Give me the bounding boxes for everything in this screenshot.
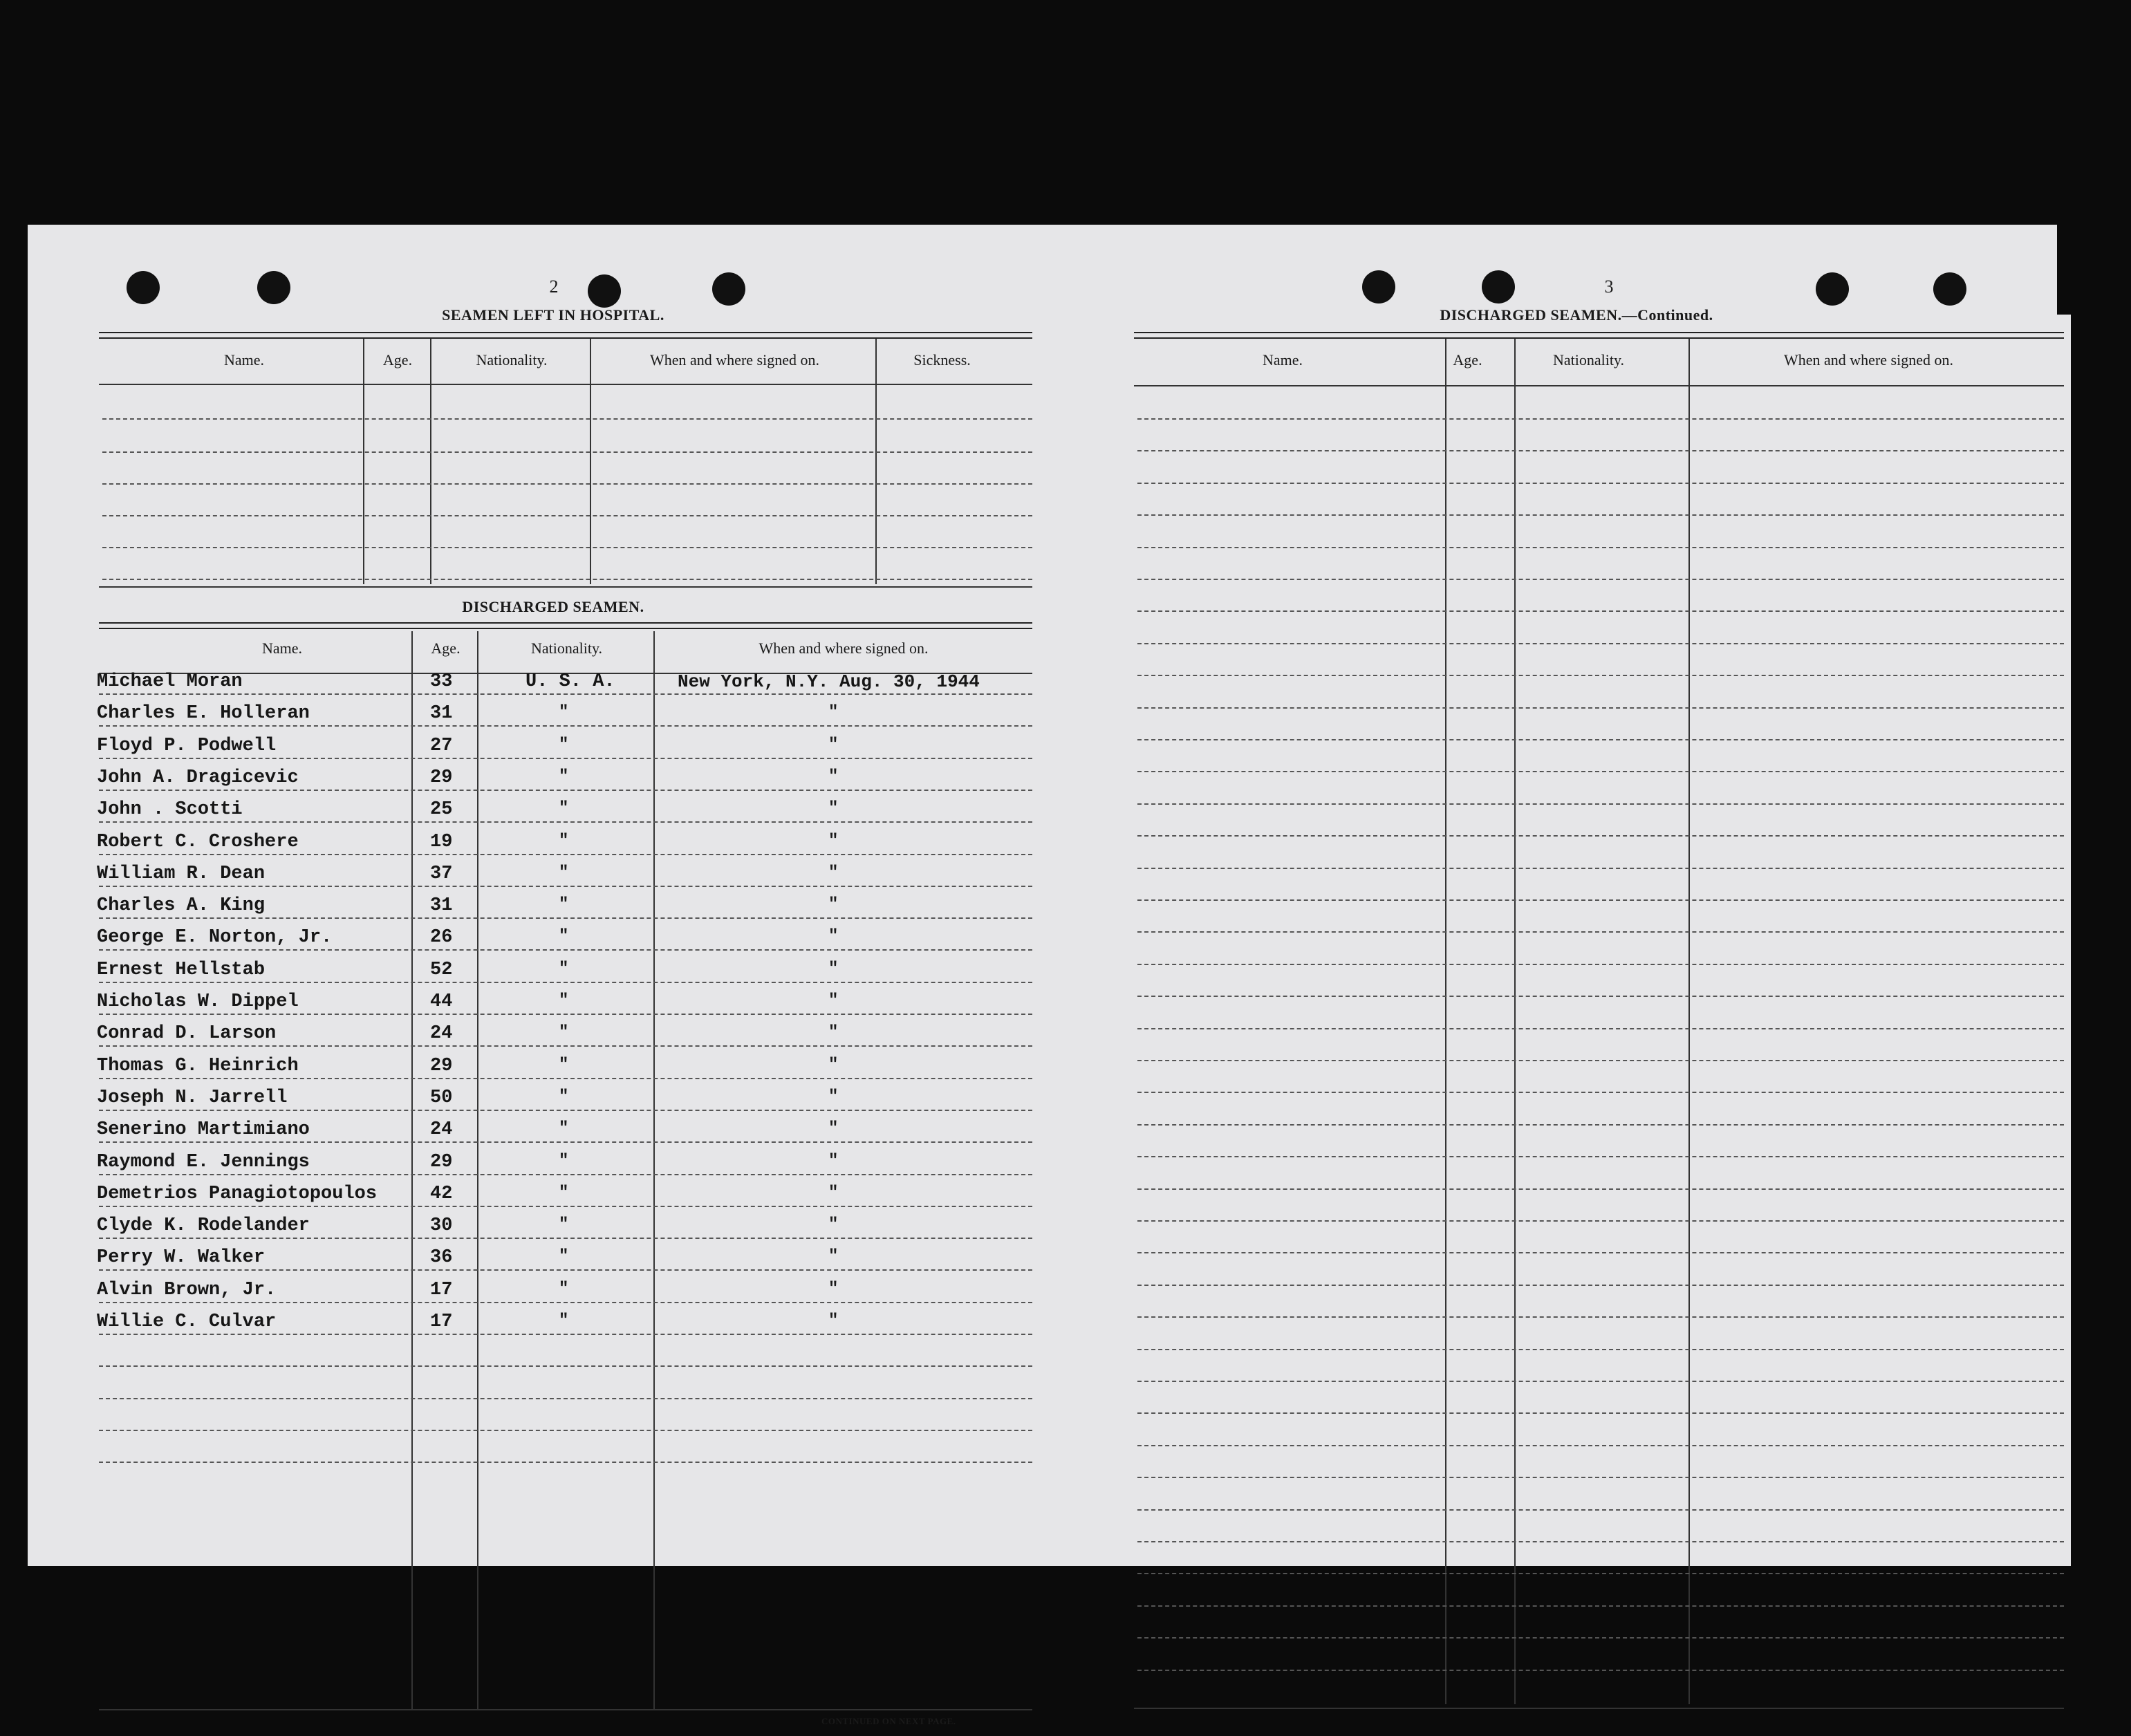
seaman-name: John A. Dragicevic — [97, 767, 299, 788]
seaman-age: 29 — [430, 767, 453, 788]
discharged-row-line — [99, 1206, 1032, 1207]
hospital-row-line — [102, 579, 1032, 580]
seaman-age: 31 — [430, 895, 453, 916]
right-row-line — [1137, 1060, 2064, 1061]
seaman-name: George E. Norton, Jr. — [97, 927, 333, 948]
ditto-mark: " — [559, 960, 569, 978]
binder-hole — [257, 271, 290, 304]
seaman-name: Charles A. King — [97, 895, 266, 916]
discharged-row-line — [99, 758, 1032, 759]
right-row-line — [1137, 1445, 2064, 1446]
ditto-mark: " — [559, 1215, 569, 1234]
seaman-name: Ernest Hellstab — [97, 960, 266, 980]
hospital-row-line — [102, 451, 1032, 453]
ditto-mark: " — [828, 1247, 839, 1266]
hospital-col-name: Name. — [223, 351, 265, 368]
right-row-line — [1137, 803, 2064, 805]
seaman-age: 27 — [430, 736, 453, 756]
seaman-name: Joseph N. Jarrell — [97, 1088, 288, 1108]
discharged-section-title: DISCHARGED SEAMEN. — [462, 598, 644, 615]
seaman-name: William R. Dean — [97, 864, 266, 884]
discharged-row-line — [99, 982, 1032, 983]
seaman-nationality: U. S. A. — [525, 671, 615, 692]
ditto-mark: " — [559, 1247, 569, 1266]
seaman-name: Alvin Brown, Jr. — [97, 1280, 277, 1300]
ditto-mark: " — [828, 832, 839, 850]
ditto-mark: " — [828, 1023, 839, 1042]
right-row-line — [1137, 1124, 2064, 1126]
page-number-left: 2 — [549, 277, 559, 297]
discharged-bottom-rule — [99, 1709, 1032, 1710]
seaman-age: 37 — [430, 864, 453, 884]
discharged-top-rule — [99, 622, 1032, 629]
ditto-mark: " — [559, 1184, 569, 1202]
hospital-header-rule — [99, 384, 1032, 385]
binder-hole — [1933, 272, 1966, 306]
right-row-line — [1137, 996, 2064, 997]
right-row-line — [1137, 1541, 2064, 1542]
right-row-line — [1137, 1028, 2064, 1029]
right-row-line — [1137, 418, 2064, 420]
discharged-col-divider — [653, 631, 655, 1710]
ditto-mark: " — [828, 1088, 839, 1106]
right-row-line — [1137, 643, 2064, 644]
seaman-age: 26 — [430, 927, 453, 948]
seaman-age: 24 — [430, 1023, 453, 1044]
ditto-mark: " — [828, 1119, 839, 1138]
seaman-age: 50 — [430, 1088, 453, 1108]
seaman-name: Raymond E. Jennings — [97, 1152, 310, 1173]
right-section-title: DISCHARGED SEAMEN.—Continued. — [1440, 306, 1713, 324]
ditto-mark: " — [828, 960, 839, 978]
ditto-mark: " — [559, 799, 569, 818]
discharged-row-line — [99, 1078, 1032, 1079]
ditto-mark: " — [559, 1056, 569, 1074]
hospital-bottom-rule — [99, 586, 1032, 588]
seaman-age: 42 — [430, 1184, 453, 1204]
discharged-row-line — [99, 1238, 1032, 1239]
ditto-mark: " — [559, 991, 569, 1010]
ditto-mark: " — [828, 1056, 839, 1074]
ditto-mark: " — [828, 1184, 839, 1202]
right-col-nationality: Nationality. — [1552, 351, 1625, 368]
hospital-top-rule — [99, 332, 1032, 339]
ditto-mark: " — [828, 703, 839, 722]
hospital-col-sickness: Sickness. — [913, 351, 971, 368]
ditto-mark: " — [828, 1280, 839, 1298]
ditto-mark: " — [828, 864, 839, 882]
discharged-row-line — [99, 725, 1032, 727]
right-row-line — [1137, 1477, 2064, 1478]
seaman-age: 17 — [430, 1280, 453, 1300]
ditto-mark: " — [559, 1119, 569, 1138]
discharged-row-line — [99, 854, 1032, 855]
discharged-col-nationality: Nationality. — [530, 640, 603, 657]
ditto-mark: " — [828, 1312, 839, 1330]
binder-hole — [1482, 270, 1515, 304]
ditto-mark: " — [828, 799, 839, 818]
ditto-mark: " — [828, 991, 839, 1010]
right-row-line — [1137, 1316, 2064, 1318]
right-row-line — [1137, 964, 2064, 965]
ditto-mark: " — [828, 1215, 839, 1234]
right-row-line — [1137, 835, 2064, 837]
right-row-line — [1137, 1092, 2064, 1093]
ditto-mark: " — [559, 927, 569, 946]
ditto-mark: " — [828, 736, 839, 754]
right-row-line — [1137, 1381, 2064, 1382]
discharged-col-name: Name. — [261, 640, 303, 657]
seaman-age: 44 — [430, 991, 453, 1012]
right-row-line — [1137, 1605, 2064, 1607]
right-row-line — [1137, 899, 2064, 901]
discharged-row-line — [99, 1430, 1032, 1431]
discharged-row-line — [99, 1174, 1032, 1175]
ditto-mark: " — [559, 895, 569, 914]
hospital-section-title: SEAMEN LEFT IN HOSPITAL. — [442, 306, 664, 324]
right-row-line — [1137, 771, 2064, 772]
right-row-line — [1137, 739, 2064, 740]
right-row-line — [1137, 1412, 2064, 1414]
ditto-mark: " — [559, 1312, 569, 1330]
binder-hole — [1362, 270, 1395, 304]
right-header-rule — [1134, 385, 2064, 386]
seaman-age: 52 — [430, 960, 453, 980]
ditto-mark: " — [828, 927, 839, 946]
hospital-row-line — [102, 515, 1032, 516]
seaman-age: 30 — [430, 1215, 453, 1236]
binder-hole — [588, 274, 621, 308]
page-number-right: 3 — [1604, 277, 1614, 297]
hospital-row-line — [102, 418, 1032, 420]
binder-hole — [712, 272, 745, 306]
right-top-rule — [1134, 332, 2064, 339]
seaman-age: 31 — [430, 703, 453, 724]
discharged-row-line — [99, 1398, 1032, 1399]
discharged-row-line — [99, 790, 1032, 791]
right-row-line — [1137, 1670, 2064, 1671]
ditto-mark: " — [559, 767, 569, 786]
discharged-row-line — [99, 821, 1032, 823]
ditto-mark: " — [559, 736, 569, 754]
ditto-mark: " — [828, 767, 839, 786]
discharged-col-signed-on: When and where signed on. — [759, 640, 929, 657]
discharged-row-line — [99, 1110, 1032, 1111]
right-row-line — [1137, 579, 2064, 580]
seaman-signed-on: New York, N.Y. Aug. 30, 1944 — [678, 671, 980, 692]
discharged-col-divider — [477, 631, 478, 1710]
right-row-line — [1137, 1573, 2064, 1574]
hospital-col-age: Age. — [382, 351, 413, 368]
right-row-line — [1137, 931, 2064, 933]
discharged-row-line — [99, 1141, 1032, 1143]
right-row-line — [1137, 450, 2064, 451]
ditto-mark: " — [559, 1088, 569, 1106]
ditto-mark: " — [559, 832, 569, 850]
right-row-line — [1137, 868, 2064, 869]
ditto-mark: " — [559, 1280, 569, 1298]
right-row-line — [1137, 483, 2064, 484]
seaman-age: 29 — [430, 1056, 453, 1076]
right-row-line — [1137, 1349, 2064, 1350]
seaman-name: Conrad D. Larson — [97, 1023, 277, 1044]
seaman-name: Nicholas W. Dippel — [97, 991, 299, 1012]
ledger-sheet — [28, 225, 2071, 1726]
discharged-row-line — [99, 1045, 1032, 1047]
seaman-age: 25 — [430, 799, 453, 820]
right-row-line — [1137, 1156, 2064, 1157]
seaman-name: Clyde K. Rodelander — [97, 1215, 310, 1236]
right-row-line — [1137, 1188, 2064, 1190]
seaman-name: Thomas G. Heinrich — [97, 1056, 299, 1076]
ditto-mark: " — [559, 1152, 569, 1170]
right-row-line — [1137, 1285, 2064, 1286]
continued-footer: CONTINUED ON NEXT PAGE. — [821, 1716, 956, 1726]
hospital-col-nationality: Nationality. — [476, 351, 548, 368]
right-row-line — [1137, 1509, 2064, 1511]
ditto-mark: " — [559, 1023, 569, 1042]
right-col-name: Name. — [1262, 351, 1303, 368]
discharged-row-line — [99, 1365, 1032, 1367]
right-bottom-rule — [1134, 1708, 2064, 1709]
ditto-mark: " — [828, 1152, 839, 1170]
discharged-row-line — [99, 1334, 1032, 1335]
right-row-line — [1137, 547, 2064, 548]
seaman-name: Demetrios Panagiotopoulos — [97, 1184, 378, 1204]
discharged-row-line — [99, 693, 1032, 695]
seaman-age: 36 — [430, 1247, 453, 1268]
seaman-age: 24 — [430, 1119, 453, 1140]
hospital-row-line — [102, 483, 1032, 485]
ditto-mark: " — [828, 895, 839, 914]
right-row-line — [1137, 675, 2064, 676]
binder-hole — [1816, 272, 1849, 306]
seaman-name: Michael Moran — [97, 671, 243, 692]
right-row-line — [1137, 1637, 2064, 1639]
seaman-name: Floyd P. Podwell — [97, 736, 277, 756]
discharged-col-age: Age. — [431, 640, 460, 657]
seaman-name: Senerino Martimiano — [97, 1119, 310, 1140]
right-row-line — [1137, 707, 2064, 709]
discharged-row-line — [99, 1014, 1032, 1015]
right-col-age: Age. — [1453, 351, 1482, 368]
discharged-row-line — [99, 917, 1032, 919]
right-col-divider — [1445, 339, 1446, 1704]
seaman-age: 17 — [430, 1312, 453, 1332]
seaman-name: John . Scotti — [97, 799, 243, 820]
right-col-signed-on: When and where signed on. — [1784, 351, 1953, 368]
right-row-line — [1137, 610, 2064, 612]
discharged-row-line — [99, 949, 1032, 951]
discharged-row-line — [99, 886, 1032, 887]
right-row-line — [1137, 1252, 2064, 1253]
right-row-line — [1137, 1220, 2064, 1222]
ditto-mark: " — [559, 703, 569, 722]
discharged-col-divider — [411, 631, 413, 1710]
seaman-age: 19 — [430, 832, 453, 852]
seaman-name: Robert C. Croshere — [97, 832, 299, 852]
hospital-row-line — [102, 547, 1032, 548]
seaman-age: 29 — [430, 1152, 453, 1173]
right-row-line — [1137, 514, 2064, 516]
binder-hole — [127, 271, 160, 304]
seaman-age: 33 — [430, 671, 453, 692]
hospital-col-signed-on: When and where signed on. — [650, 351, 819, 368]
discharged-row-line — [99, 1302, 1032, 1303]
seaman-name: Willie C. Culvar — [97, 1312, 277, 1332]
seaman-name: Charles E. Holleran — [97, 703, 310, 724]
right-col-divider — [1688, 339, 1690, 1704]
ditto-mark: " — [559, 864, 569, 882]
right-col-divider — [1514, 339, 1516, 1704]
discharged-row-line — [99, 1269, 1032, 1271]
discharged-row-line — [99, 1462, 1032, 1463]
seaman-name: Perry W. Walker — [97, 1247, 266, 1268]
